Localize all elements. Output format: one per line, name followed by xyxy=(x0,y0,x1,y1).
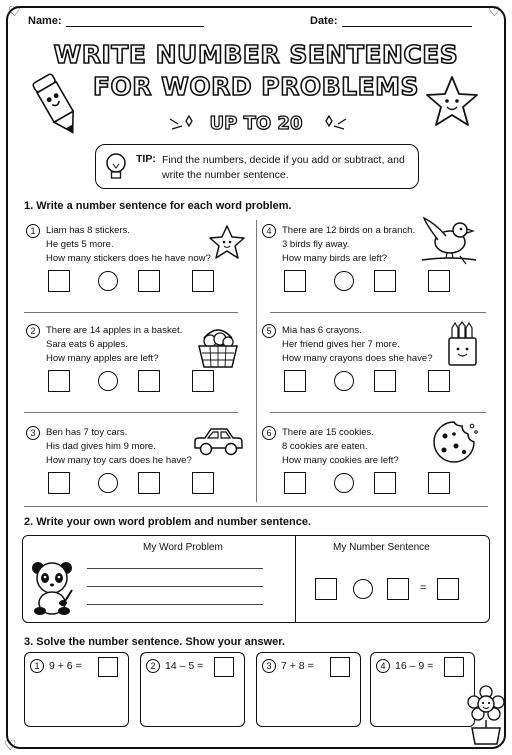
problem-number: 1 xyxy=(30,659,44,673)
solve-box-1 xyxy=(24,652,129,727)
bird-icon xyxy=(420,214,478,266)
writing-line[interactable] xyxy=(87,586,263,587)
answer-box[interactable] xyxy=(444,657,464,677)
page-subtitle: UP TO 20 xyxy=(209,113,303,134)
operator-circle[interactable] xyxy=(353,579,373,599)
section3-heading: 3. Solve the number sentence. Show your answer. xyxy=(24,636,286,648)
crayon-box-icon xyxy=(446,322,480,368)
section-divider xyxy=(24,506,488,507)
number-box[interactable] xyxy=(374,370,396,392)
car-icon xyxy=(192,424,244,460)
writing-line[interactable] xyxy=(87,604,263,605)
number-box[interactable] xyxy=(284,472,306,494)
equals-sign: = xyxy=(420,582,427,594)
equation: 14 – 5 = xyxy=(165,660,204,672)
problem-number: 4 xyxy=(376,659,390,673)
operator-circle[interactable] xyxy=(98,473,118,493)
answer-box[interactable] xyxy=(192,472,214,494)
heart-icon: ♡ xyxy=(488,3,501,19)
answer-box[interactable] xyxy=(428,472,450,494)
equation: 16 – 9 = xyxy=(395,660,434,672)
star-mascot-icon xyxy=(424,74,480,130)
problem-number: 6 xyxy=(262,426,276,440)
panda-icon xyxy=(28,560,76,616)
answer-box[interactable] xyxy=(330,657,350,677)
number-box[interactable] xyxy=(48,270,70,292)
section1-heading: 1. Write a number sentence for each word problem. xyxy=(24,200,292,212)
heart-icon: ♡ xyxy=(4,737,17,753)
problem-number: 3 xyxy=(262,659,276,673)
section2-heading: 2. Write your own word problem and number sentence. xyxy=(24,516,312,528)
answer-box[interactable] xyxy=(192,270,214,292)
own-problem-box xyxy=(22,535,490,623)
word-problem-heading: My Word Problem xyxy=(143,542,223,553)
page-title-line1: WRITE NUMBER SENTENCES xyxy=(53,40,459,69)
number-box[interactable] xyxy=(374,472,396,494)
equation: 9 + 6 = xyxy=(49,660,82,672)
answer-box[interactable] xyxy=(437,578,459,600)
row-divider xyxy=(24,312,238,313)
flower-pot-icon xyxy=(466,684,506,746)
sparkle-icon xyxy=(168,115,198,135)
problem-number: 3 xyxy=(26,426,40,440)
number-box[interactable] xyxy=(374,270,396,292)
number-box[interactable] xyxy=(315,578,337,600)
page-title-line2: FOR WORD PROBLEMS xyxy=(92,72,420,101)
apple-basket-icon xyxy=(194,326,242,370)
answer-box[interactable] xyxy=(214,657,234,677)
sparkle-icon xyxy=(318,115,348,135)
pencil-mascot-icon xyxy=(32,70,84,140)
number-box[interactable] xyxy=(138,472,160,494)
name-field[interactable]: Name: xyxy=(28,15,204,27)
problem-number: 1 xyxy=(26,224,40,238)
star-icon xyxy=(208,224,246,260)
problem-number: 5 xyxy=(262,324,276,338)
number-box[interactable] xyxy=(48,472,70,494)
date-line[interactable] xyxy=(342,26,472,27)
answer-box[interactable] xyxy=(192,370,214,392)
name-line[interactable] xyxy=(66,26,204,27)
box-divider xyxy=(295,536,296,622)
answer-box[interactable] xyxy=(428,370,450,392)
operator-circle[interactable] xyxy=(98,371,118,391)
operator-circle[interactable] xyxy=(98,271,118,291)
writing-line[interactable] xyxy=(87,568,263,569)
operator-circle[interactable] xyxy=(334,371,354,391)
row-divider xyxy=(270,412,486,413)
cookie-icon xyxy=(430,418,480,466)
number-box[interactable] xyxy=(48,370,70,392)
operator-circle[interactable] xyxy=(334,473,354,493)
number-box[interactable] xyxy=(138,370,160,392)
lightbulb-icon xyxy=(104,151,128,183)
equation: 7 + 8 = xyxy=(281,660,314,672)
heart-icon: ♡ xyxy=(8,3,21,19)
solve-box-3 xyxy=(256,652,361,727)
problem-number: 2 xyxy=(26,324,40,338)
answer-box[interactable] xyxy=(98,657,118,677)
date-field[interactable]: Date: xyxy=(310,15,472,27)
problem-number: 4 xyxy=(262,224,276,238)
number-box[interactable] xyxy=(284,370,306,392)
column-divider xyxy=(256,220,257,502)
number-sentence-heading: My Number Sentence xyxy=(333,542,430,553)
solve-box-4 xyxy=(370,652,475,727)
operator-circle[interactable] xyxy=(334,271,354,291)
tip-text: Find the numbers, decide if you add or subtract, and write the number sentence. xyxy=(162,154,405,181)
tip-box xyxy=(95,144,419,189)
solve-box-2 xyxy=(140,652,245,727)
answer-box[interactable] xyxy=(428,270,450,292)
number-box[interactable] xyxy=(387,578,409,600)
problem-number: 2 xyxy=(146,659,160,673)
row-divider xyxy=(270,312,486,313)
row-divider xyxy=(24,412,238,413)
number-box[interactable] xyxy=(138,270,160,292)
tip-label: TIP: xyxy=(136,153,156,165)
number-box[interactable] xyxy=(284,270,306,292)
